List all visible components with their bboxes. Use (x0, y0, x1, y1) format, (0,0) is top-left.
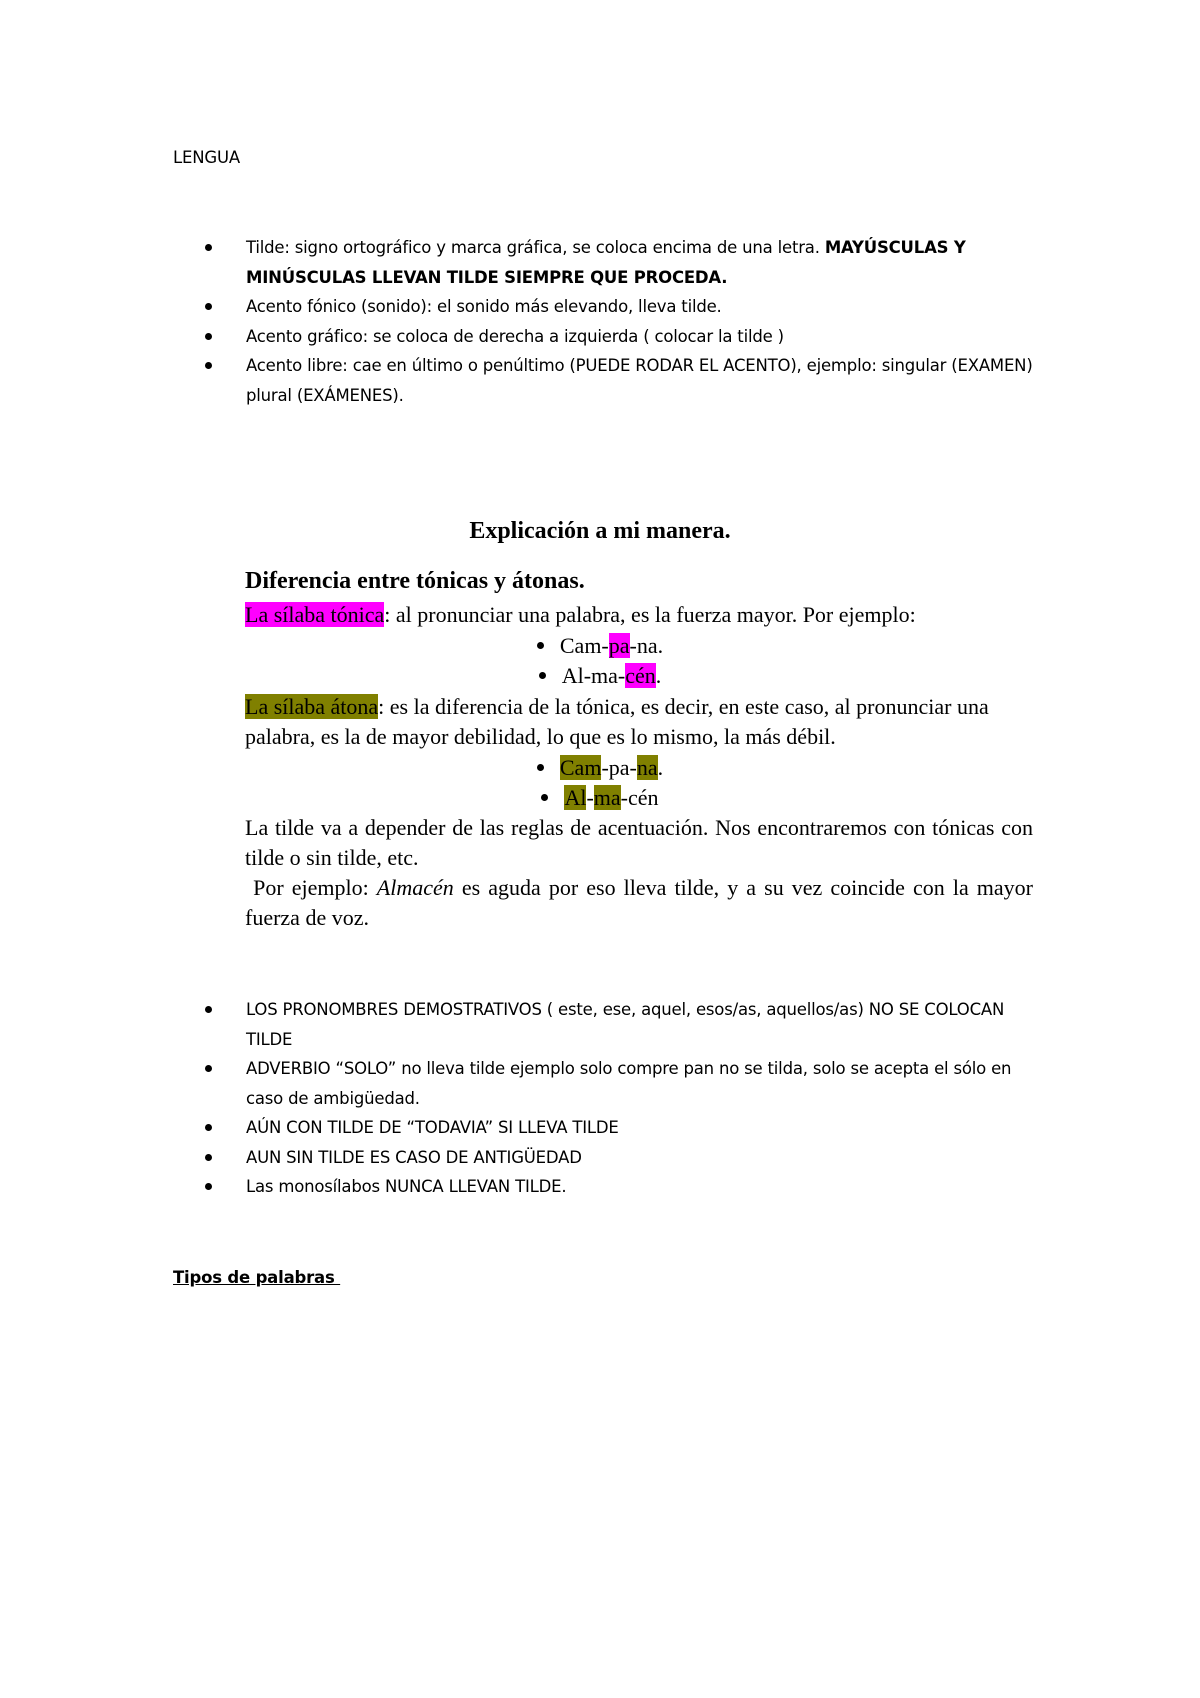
syllable: -pa- (601, 755, 637, 780)
syllable: . (655, 663, 662, 688)
list-item (174, 351, 1034, 410)
list-item (174, 995, 1034, 1054)
example-word: Almacén (376, 875, 454, 900)
definitions-list (174, 233, 1034, 410)
bullet-icon (539, 672, 546, 679)
example-text: es aguda por eso lleva tilde, y a su vez coincide con la mayor fuerza de voz. (245, 875, 1033, 930)
bullet-icon (541, 794, 548, 801)
bullet-icon (205, 1124, 212, 1131)
tonica-paragraph (245, 600, 1033, 630)
bullet-icon (537, 764, 544, 771)
syllable: -na. (629, 633, 664, 658)
list-item (174, 1054, 1034, 1113)
list-item (0, 661, 1200, 691)
document-header: LENGUA (173, 148, 240, 167)
list-item (0, 753, 1200, 783)
highlighted-syllable: Al (564, 785, 587, 810)
bullet-icon (205, 333, 212, 340)
list-item (174, 1113, 1034, 1143)
tonica-label: La sílaba tónica (245, 602, 385, 627)
tilde-paragraph: La tilde va a depender de las reglas de acentuación. Nos encontraremos con tónicas con tilde o sin tilde, etc. (245, 815, 1033, 870)
bullet-icon (205, 362, 212, 369)
atona-text: : es la diferencia de la tónica, es decir, en este caso, al pronunciar una palabra, es la de mayor debilidad, lo que es lo mismo, la más débil. (245, 694, 989, 749)
highlighted-syllable: ma (593, 785, 621, 810)
list-item (174, 1172, 1034, 1202)
list-item (174, 1143, 1034, 1173)
syllable: . (657, 755, 664, 780)
syllable: -cén (620, 785, 659, 810)
highlighted-syllable: pa (608, 633, 630, 658)
highlighted-syllable: na (636, 755, 658, 780)
item-text: ADVERBIO “SOLO” no lleva tilde ejemplo solo compre pan no se tilda, solo se acepta el sólo en caso de ambigüedad. (246, 1059, 1012, 1108)
highlighted-syllable: Cam (559, 755, 602, 780)
bullet-icon (205, 1183, 212, 1190)
syllable: - (586, 785, 594, 810)
item-text: Acento libre: cae en último o penúltimo (PUEDE RODAR EL ACENTO), ejemplo: singular (EXAMEN) plural (EXÁMENES). (246, 356, 1033, 405)
atona-paragraph (245, 692, 1033, 752)
bullet-icon (205, 1006, 212, 1013)
list-item (0, 783, 1200, 813)
list-item (174, 292, 1034, 322)
tonica-text: : al pronunciar una palabra, es la fuerza mayor. Por ejemplo: (384, 602, 916, 627)
atona-label: La sílaba átona (245, 694, 379, 719)
item-text: Tilde: signo ortográfico y marca gráfica, se coloca encima de una letra. (246, 238, 825, 257)
section-heading: Tipos de palabras (173, 1268, 341, 1287)
item-text: Acento fónico (sonido): el sonido más elevando, lleva tilde. (246, 297, 722, 316)
section-subtitle: Diferencia entre tónicas y átonas. (245, 568, 585, 594)
item-bold-text: MAYÚSCULAS Y MINÚSCULAS LLEVAN TILDE SIEMPRE QUE PROCEDA. (246, 238, 966, 287)
bullet-icon (205, 244, 212, 251)
section-title: Explicación a mi manera. (469, 518, 731, 544)
bullet-icon (537, 642, 544, 649)
item-text: Acento gráfico: se coloca de derecha a izquierda ( colocar la tilde ) (246, 326, 784, 346)
item-text: Las monosílabos NUNCA LLEVAN TILDE. (246, 1177, 567, 1196)
highlighted-syllable: cén (625, 663, 656, 688)
item-text: AÚN CON TILDE DE “TODAVIA” SI LLEVA TILDE (246, 1118, 619, 1137)
item-text: LOS PRONOMBRES DEMOSTRATIVOS ( este, ese, aquel, esos/as, aquellos/as) NO SE COLOCAN TILDE (246, 1000, 1005, 1049)
bullet-icon (205, 303, 212, 310)
syllable: Cam- (559, 633, 609, 658)
syllable: Al-ma- (561, 663, 626, 688)
example-paragraph (245, 873, 1033, 933)
rules-list (174, 995, 1034, 1202)
list-item (174, 322, 1034, 352)
example-text: Por ejemplo: (245, 875, 377, 900)
list-item (174, 233, 1034, 292)
item-text: AUN SIN TILDE ES CASO DE ANTIGÜEDAD (246, 1147, 582, 1167)
list-item (0, 631, 1200, 661)
bullet-icon (205, 1065, 212, 1072)
bullet-icon (205, 1154, 212, 1161)
